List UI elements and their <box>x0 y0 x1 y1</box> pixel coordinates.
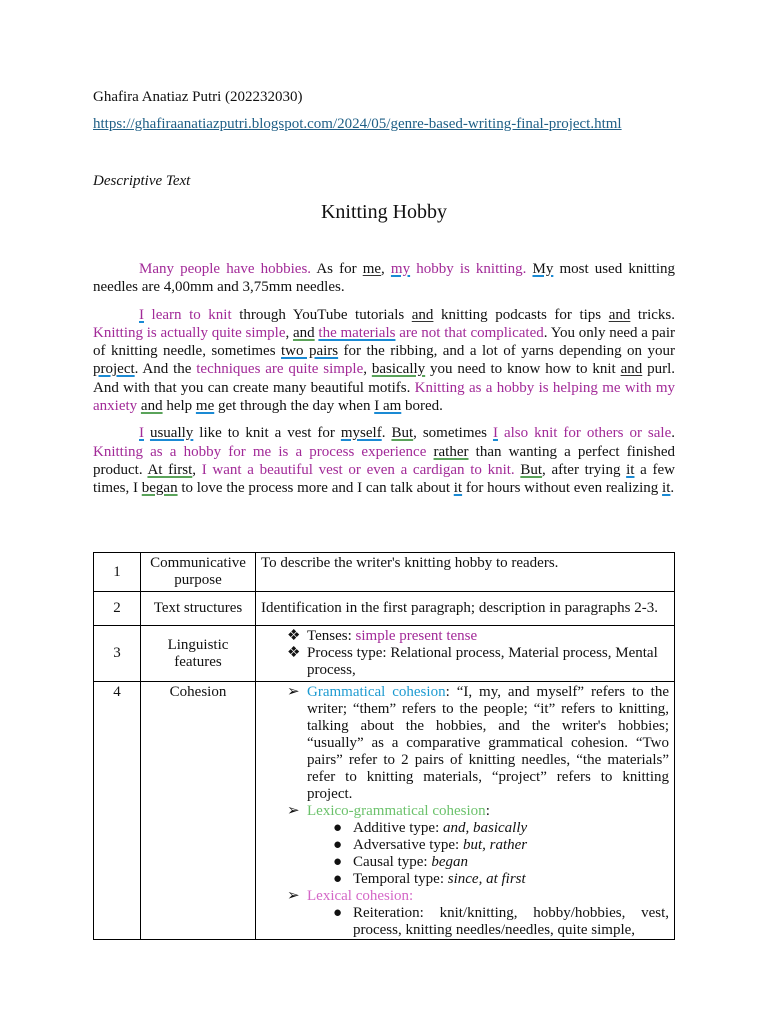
diamond-bullet-icon: ❖ <box>287 628 301 644</box>
text-span: and <box>411 306 434 323</box>
text-span: rather <box>433 443 469 460</box>
dot-bullet-icon: ● <box>333 905 343 921</box>
text-span: tricks. <box>630 306 676 323</box>
text-span: , sometimes <box>413 425 493 442</box>
text-span: to love the process more and I can talk about <box>177 480 454 497</box>
text-span: learn to knit <box>144 306 232 323</box>
row-number: 1 <box>94 553 141 592</box>
text-span: . You only need a pair of knitting needle, sometimes <box>93 324 675 360</box>
text-span <box>426 444 433 460</box>
text-span: and <box>292 324 315 341</box>
text-span: Many people have hobbies. <box>139 261 312 277</box>
list-item <box>261 871 669 888</box>
text-span: Knitting as a hobby for me is a process experience <box>93 443 427 460</box>
text-span: like to knit a vest for <box>193 425 341 442</box>
item-label: Process type: Relational process, Material process, Mental process, <box>307 645 658 678</box>
essay-body <box>93 260 675 507</box>
paragraph-3 <box>93 424 675 497</box>
item-label: Additive type: <box>353 820 443 836</box>
text-span: knitting podcasts for tips <box>433 306 609 323</box>
text-span: for the ribbing, and a lot of yarns depending on your <box>338 343 675 360</box>
row-number: 2 <box>94 592 141 626</box>
item-suffix: : <box>409 888 414 904</box>
text-span: , <box>192 461 202 478</box>
row-description: Identification in the first paragraph; description in paragraphs 2-3. <box>256 592 675 626</box>
text-span: me <box>195 398 215 415</box>
item-value: since, at first <box>447 871 526 887</box>
row-number: 4 <box>94 682 141 940</box>
arrow-bullet-icon: ➢ <box>287 888 300 904</box>
text-span: bored. <box>401 398 443 415</box>
text-span: . And the <box>134 361 197 378</box>
text-span: I <box>139 306 144 323</box>
item-value: and, basically <box>443 820 528 836</box>
row-label: Linguistic features <box>141 626 256 682</box>
item-label: Causal type: <box>353 854 432 870</box>
text-span: for hours without even realizing <box>462 480 663 497</box>
cohesion-list <box>261 684 669 820</box>
document-title: Knitting Hobby <box>320 201 448 223</box>
text-span: began <box>141 480 178 497</box>
genre-label: Descriptive Text <box>93 173 191 189</box>
text-span: it <box>626 461 635 478</box>
text-span: than wanting a perfect finished product. <box>93 443 676 478</box>
text-span: I am <box>374 398 402 415</box>
list-item <box>261 645 669 679</box>
text-span: also knit for others or sale <box>497 425 672 442</box>
arrow-bullet-icon: ➢ <box>287 684 300 700</box>
text-span: and <box>608 306 631 323</box>
text-span: . <box>381 425 392 442</box>
row-description <box>256 626 675 682</box>
text-span: and <box>140 398 163 415</box>
item-label: Tenses: <box>307 628 356 644</box>
text-span: a few times, I <box>93 461 675 497</box>
text-span: project <box>93 361 135 378</box>
paragraph-2 <box>93 306 675 416</box>
text-span: techniques are quite simple <box>196 361 364 378</box>
item-value: began <box>431 854 468 870</box>
text-span: get through the day when <box>214 398 375 415</box>
dot-bullet-icon: ● <box>333 837 343 853</box>
text-span: most used knitting needles are 4,00mm and 3,75mm needles. <box>93 261 676 296</box>
text-span: , <box>363 361 372 378</box>
text-span: it <box>453 480 463 497</box>
item-label: Adversative type: <box>353 837 463 853</box>
text-span: Knitting as a hobby is helping me with my anxiety <box>93 379 675 415</box>
lexical-list <box>261 905 669 939</box>
list-item <box>261 803 669 820</box>
item-label: Temporal type: <box>353 871 448 887</box>
dot-bullet-icon: ● <box>333 820 343 836</box>
text-span: At first <box>147 461 193 478</box>
text-span: , <box>285 324 293 341</box>
row-label: Cohesion <box>141 682 256 940</box>
text-span: I want a beautiful vest or even a cardigan to knit. <box>201 461 515 478</box>
text-span: me <box>362 261 382 277</box>
list-item <box>261 888 669 905</box>
text-span: usually <box>149 425 194 442</box>
list-item <box>261 628 669 645</box>
text-span: My <box>532 261 554 277</box>
cohesion-list <box>261 888 669 905</box>
dot-bullet-icon: ● <box>333 854 343 870</box>
row-number: 3 <box>94 626 141 682</box>
analysis-table <box>93 552 675 940</box>
row-label: Text structures <box>141 592 256 626</box>
item-value: simple present tense <box>355 628 478 644</box>
diamond-bullet-icon: ❖ <box>287 645 301 661</box>
text-span: , after trying <box>542 461 627 478</box>
list-item <box>261 820 669 837</box>
text-span: the materials <box>318 324 396 341</box>
item-label: Lexical cohesion <box>307 888 410 904</box>
item-label: Grammatical cohesion <box>307 684 446 700</box>
list-item <box>261 905 669 939</box>
list-item <box>261 854 669 871</box>
text-span: through YouTube tutorials <box>231 306 412 323</box>
paragraph-1 <box>93 260 675 297</box>
text-span: But <box>520 461 543 478</box>
author-line: Ghafira Anatiaz Putri (202232030) <box>93 89 303 105</box>
text-span: basically <box>371 361 426 378</box>
text-span: two pairs <box>281 343 339 360</box>
blog-link[interactable]: https://ghafiraanatiazputri.blogspot.com/2024/05/genre-based-writing-final-project.html <box>93 116 622 132</box>
table-row <box>94 626 675 682</box>
text-span: , <box>381 261 391 277</box>
table-row <box>94 682 675 940</box>
item-label: Lexico-grammatical cohesion <box>307 803 486 819</box>
arrow-bullet-icon: ➢ <box>287 803 300 819</box>
table-row <box>94 592 675 626</box>
text-span: my <box>390 261 411 277</box>
text-span: As for <box>311 261 363 277</box>
item-text: : “I, my, and myself” refers to the writer; “them” refers to the people; “it” refers to knitting, talking about the hobbies, and the writer's hobbies; “usually” as a comparative grammatical cohesion. “Two pairs” refer to 2 pairs of knitting needles, “the materials” refer to knitting materials, “project” refers to knitting project. <box>307 684 669 802</box>
text-span: . <box>671 425 675 442</box>
text-span: myself <box>340 425 382 442</box>
row-description: To describe the writer's knitting hobby to readers. <box>256 553 675 592</box>
row-description <box>256 682 675 940</box>
text-span: hobby is knitting. <box>410 261 527 277</box>
text-span: I <box>139 425 144 442</box>
list-item <box>261 837 669 854</box>
item-suffix: : <box>485 803 490 819</box>
lexico-grammatical-list <box>261 820 669 888</box>
text-span: and <box>620 361 643 378</box>
linguistic-features-list <box>261 628 669 679</box>
item-value: but, rather <box>462 837 528 853</box>
text-span: But <box>391 425 414 442</box>
dot-bullet-icon: ● <box>333 871 343 887</box>
table-row <box>94 553 675 592</box>
text-span: are not that complicated <box>395 324 544 341</box>
text-span: you need to know how to knit <box>425 361 621 378</box>
text-span: purl. And with that you can create many beautiful motifs. <box>93 361 675 396</box>
text-span: I <box>492 425 498 442</box>
item-label: Reiteration: knit/knitting, hobby/hobbies, vest, process, knitting needles/needles, quite simple, <box>353 905 669 938</box>
text-span: it <box>662 480 671 497</box>
row-label: Communicative purpose <box>141 553 256 592</box>
text-span: . <box>670 480 675 497</box>
list-item <box>261 684 669 803</box>
text-span: help <box>162 398 196 415</box>
text-span: Knitting is actually quite simple <box>93 324 286 341</box>
